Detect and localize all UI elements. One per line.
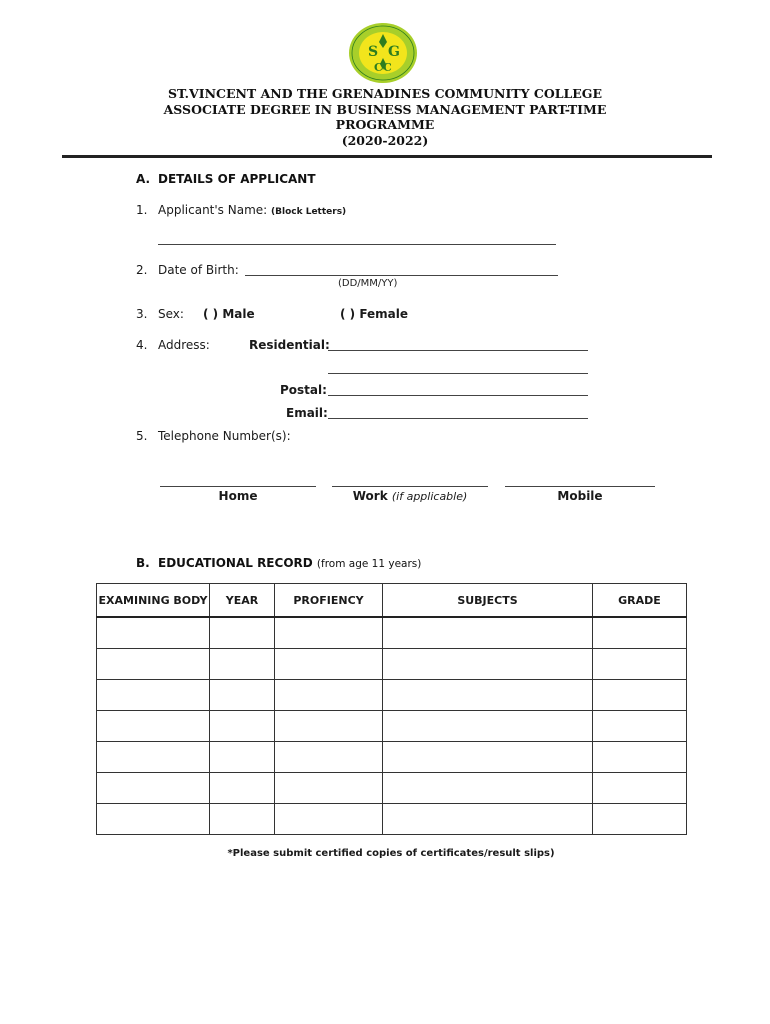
- table-cell[interactable]: [210, 742, 275, 773]
- dob-label: 2. Date of Birth:: [136, 263, 239, 277]
- sex-label: 3. Sex:: [136, 307, 184, 321]
- table-cell[interactable]: [275, 773, 383, 804]
- educational-record-table: [96, 583, 687, 835]
- block-letters-note: (Block Letters): [271, 207, 347, 217]
- table-cell[interactable]: [97, 680, 210, 711]
- table-cell[interactable]: [593, 649, 687, 680]
- email-field[interactable]: [328, 418, 588, 419]
- table-cell[interactable]: [593, 680, 687, 711]
- col-grade: GRADE: [593, 584, 687, 618]
- mobile-phone-field[interactable]: [505, 486, 655, 487]
- postal-label: Postal:: [280, 383, 327, 397]
- table-cell[interactable]: [97, 649, 210, 680]
- table-cell[interactable]: [383, 680, 593, 711]
- table-cell[interactable]: [275, 804, 383, 835]
- title-line-3: PROGRAMME: [335, 117, 435, 132]
- document-title: [100, 86, 670, 148]
- section-a-heading: A. DETAILS OF APPLICANT: [136, 172, 316, 186]
- table-row: [97, 742, 687, 773]
- name-field[interactable]: [158, 244, 556, 245]
- table-cell[interactable]: [383, 742, 593, 773]
- email-label: Email:: [286, 406, 328, 420]
- table-cell[interactable]: [210, 680, 275, 711]
- table-header-row: [97, 584, 687, 618]
- table-cell[interactable]: [210, 711, 275, 742]
- residential-field-line-1[interactable]: [328, 350, 588, 351]
- telephone-label: 5. Telephone Number(s):: [136, 429, 291, 443]
- title-divider: [62, 155, 712, 158]
- title-line-4: (2020-2022): [341, 132, 429, 148]
- table-cell[interactable]: [210, 649, 275, 680]
- table-cell[interactable]: [275, 680, 383, 711]
- address-label: 4. Address:: [136, 338, 210, 352]
- dob-format-hint: (DD/MM/YY): [338, 278, 398, 289]
- table-row: [97, 773, 687, 804]
- residential-label: Residential:: [249, 338, 330, 352]
- svg-text:C: C: [374, 61, 383, 74]
- table-cell[interactable]: [210, 804, 275, 835]
- home-caption: Home: [218, 489, 258, 503]
- college-logo: [348, 22, 418, 84]
- table-cell[interactable]: [275, 711, 383, 742]
- col-subjects: SUBJECTS: [383, 584, 593, 618]
- table-cell[interactable]: [97, 617, 210, 649]
- table-cell[interactable]: [593, 742, 687, 773]
- table-cell[interactable]: [97, 711, 210, 742]
- sex-male-option[interactable]: ( ) Male: [203, 307, 255, 321]
- table-cell[interactable]: [383, 773, 593, 804]
- svg-text:S: S: [368, 44, 379, 60]
- table-row: [97, 804, 687, 835]
- col-examining-body: EXAMINING BODY: [97, 584, 210, 618]
- col-proficiency: PROFIENCY: [275, 584, 383, 618]
- table-row: [97, 711, 687, 742]
- title-line-1: ST.VINCENT AND THE GRENADINES COMMUNITY COLLEGE: [167, 86, 603, 101]
- table-cell[interactable]: [593, 617, 687, 649]
- table-cell[interactable]: [383, 804, 593, 835]
- svg-text:G: G: [388, 44, 400, 60]
- table-cell[interactable]: [275, 649, 383, 680]
- section-b-heading: B. EDUCATIONAL RECORD (from age 11 years): [136, 556, 422, 570]
- col-year: YEAR: [210, 584, 275, 618]
- table-cell[interactable]: [275, 617, 383, 649]
- residential-field-line-2[interactable]: [328, 373, 588, 374]
- work-caption: Work (if applicable): [352, 489, 468, 503]
- table-cell[interactable]: [383, 711, 593, 742]
- table-cell[interactable]: [383, 617, 593, 649]
- work-phone-field[interactable]: [332, 486, 488, 487]
- work-note: (if applicable): [391, 490, 468, 503]
- table-cell[interactable]: [97, 804, 210, 835]
- title-line-2: ASSOCIATE DEGREE IN BUSINESS MANAGEMENT PART-TIME: [163, 101, 607, 117]
- table-row: [97, 617, 687, 649]
- table-cell[interactable]: [593, 711, 687, 742]
- home-phone-field[interactable]: [160, 486, 316, 487]
- table-cell[interactable]: [210, 773, 275, 804]
- table-cell[interactable]: [97, 773, 210, 804]
- table-row: [97, 649, 687, 680]
- section-b-note: (from age 11 years): [316, 558, 422, 570]
- table-cell[interactable]: [275, 742, 383, 773]
- svg-text:C: C: [383, 61, 392, 74]
- table-row: [97, 680, 687, 711]
- name-label: 1. Applicant's Name: (Block Letters): [136, 203, 347, 217]
- postal-field[interactable]: [328, 395, 588, 396]
- table-cell[interactable]: [383, 649, 593, 680]
- dob-field[interactable]: [245, 275, 558, 276]
- table-cell[interactable]: [97, 742, 210, 773]
- sex-female-option[interactable]: ( ) Female: [340, 307, 409, 321]
- table-cell[interactable]: [593, 804, 687, 835]
- submission-footnote: *Please submit certified copies of certificates/result slips): [227, 848, 555, 859]
- table-cell[interactable]: [210, 617, 275, 649]
- mobile-caption: Mobile: [557, 489, 603, 503]
- table-cell[interactable]: [593, 773, 687, 804]
